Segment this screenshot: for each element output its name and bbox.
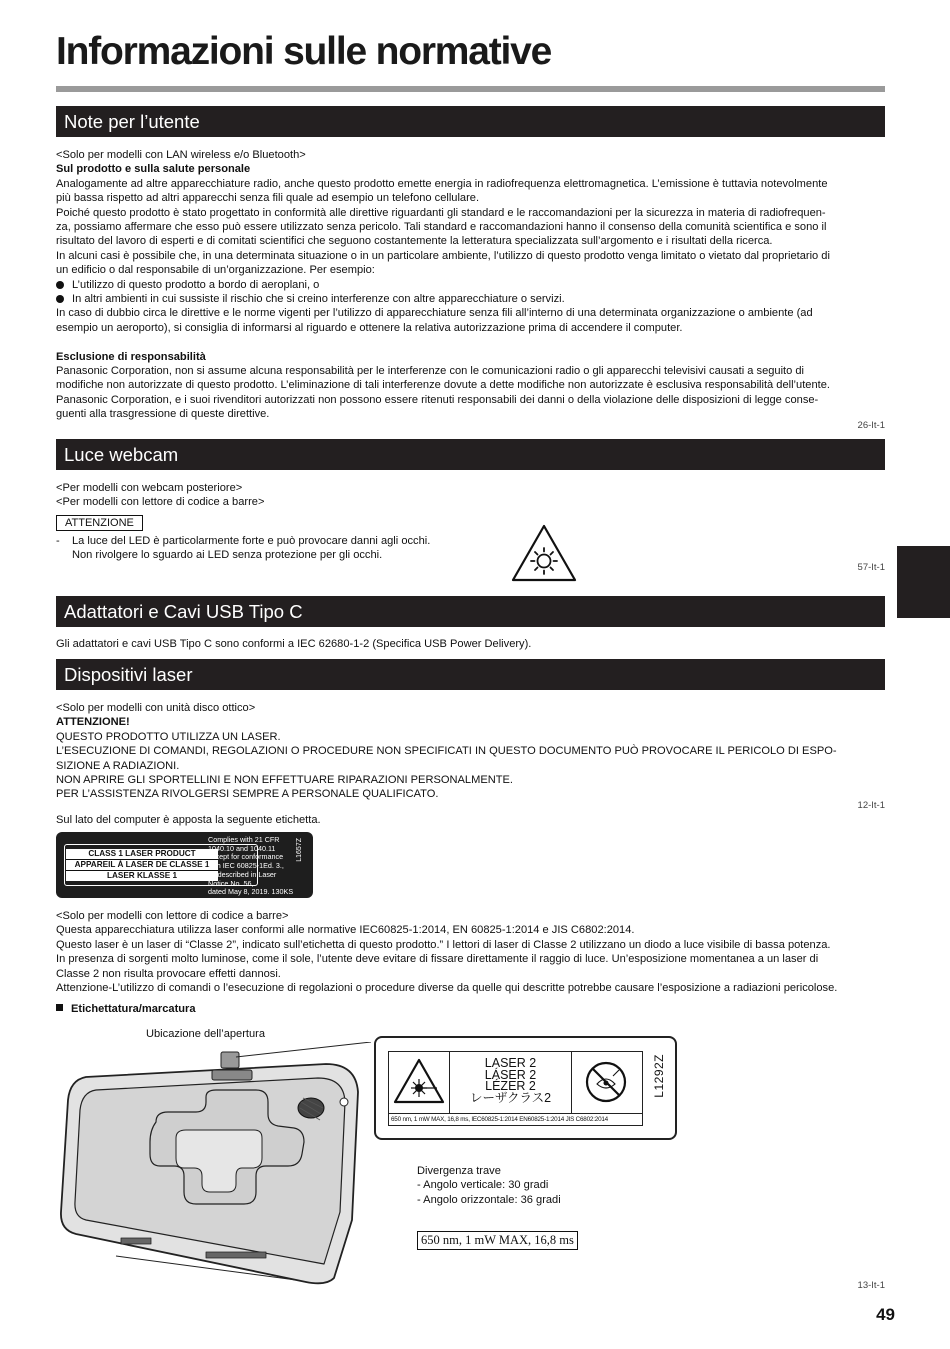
disclaimer-line: Panasonic Corporation, e i suoi rivenditori autorizzati non possono essere ritenuti responsabili dei danni o della violazione delle disposizioni di legge conse- — [56, 393, 819, 406]
note-line: più bassa rispetto ad altri apparecchi senza fili quale ad esempio un telefono cellulare. — [56, 192, 480, 205]
label-code: L1292Z — [652, 1054, 666, 1098]
marking-title: Etichettatura/marcatura — [71, 1003, 196, 1015]
compliance-line: 1040.10 and 1040.11 — [208, 843, 276, 853]
square-bullet-icon — [56, 1004, 63, 1011]
laser-line: <Solo per modelli con unità disco ottico> — [56, 702, 256, 714]
laser-line: NON APRIRE GLI SPORTELLINI E NON EFFETTUARE RIPARAZIONI PERSONALMENTE. — [56, 774, 513, 787]
label-line: LÁSER 2 — [484, 1067, 537, 1082]
note-line: za, possiamo affermare che esso può essere utilizzato senza pericolo. Tali standard e raccomandazioni hanno il consenso della comunità scientifica e sono il — [56, 221, 827, 234]
bullet-item — [56, 292, 886, 306]
caution-line: La luce del LED è particolarmente forte e può provocare danni agli occhi. — [72, 535, 431, 547]
label-line: LASER KLASSE 1 — [106, 871, 178, 880]
bullet-dot-icon — [56, 281, 64, 289]
laser-line: L’ESECUZIONE DI COMANDI, REGOLAZIONI O PROCEDURE NON SPECIFICATI IN QUESTO DOCUMENTO PUÒ PROVOCARE IL PERICOLO DI ESPO- — [56, 745, 837, 758]
laser-warning-title: ATTENZIONE! — [56, 716, 130, 729]
section-heading-webcam: Luce webcam — [56, 439, 885, 470]
compliance-line: with IEC 60825-1Ed. 3., — [208, 861, 284, 871]
no-stare-icon — [573, 1052, 642, 1113]
laser-warning-icon — [389, 1052, 449, 1113]
disclaimer-line: Panasonic Corporation, non si assume alcuna responsabilità per le interferenze con le comunicazioni radio o gli apparecchi televisivi causati a seguito di — [56, 365, 805, 378]
note-line: Poiché questo prodotto è stato progettato in conformità alle direttive riguardanti gli standard e le raccomandazioni per la sicurezza in materia di radiofrequen- — [56, 206, 826, 219]
caution-text — [56, 534, 476, 563]
caution-label: ATTENZIONE — [56, 515, 143, 531]
note-line: Analogamente ad altre apparecchiature radio, anche questo prodotto emette energia in radiofrequenza elettromagnetica. L’emissione è tuttavia notevolmente — [56, 177, 828, 190]
divergence-line: - Angolo orizzontale: 36 gradi — [417, 1193, 561, 1206]
note-line: un edificio o dal responsabile di un’organizzazione. Per esempio: — [56, 264, 375, 277]
section-body-laser — [56, 701, 886, 802]
barcode-line: Questa apparecchiatura utilizza laser conformi alle normative IEC60825-1:2014, EN 60825-1:2014 e JIS C6802:2014. — [56, 924, 635, 937]
disclaimer-line: modifiche non autorizzate di questo prodotto. L’eliminazione di tali interferenze dovute a dette modifiche non autorizzate è esclusiva responsabilità dell’utente. — [56, 379, 830, 392]
label-frame — [388, 1051, 643, 1126]
ref-code: 57-It-1 — [857, 562, 885, 573]
compliance-line: except for conformance — [208, 852, 284, 862]
compliance-line: as described in Laser — [208, 869, 277, 879]
title-rule — [56, 86, 885, 92]
label-intro: Sul lato del computer è apposta la seguente etichetta. — [56, 814, 321, 826]
usb-text: Gli adattatori e cavi USB Tipo C sono conformi a IEC 62680-1-2 (Specifica USB Power Delivery). — [56, 638, 532, 650]
barcode-line: <Solo per modelli con lettore di codice a barre> — [56, 910, 289, 922]
aperture-caption: Ubicazione dell’apertura — [146, 1028, 266, 1040]
bullet-text: In altri ambienti in cui sussiste il rischio che si creino interferenze con altre apparecchiature o servizi. — [72, 293, 565, 306]
disclaimer-title: Esclusione di responsabilità — [56, 350, 206, 363]
ref-code: 26-It-1 — [857, 420, 885, 431]
note-line: risultato del lavoro di esperti e di comitati scientifici che seguono costantemente la letteratura specializzata sull’argomento e i risultati della ricerca. — [56, 235, 773, 248]
label-class-box — [66, 849, 218, 881]
label-line: CLASS 1 LASER PRODUCT — [66, 849, 218, 860]
barcode-line: Classe 2 non risulta provocare effetti dannosi. — [56, 967, 281, 980]
section-heading-usb: Adattatori e Cavi USB Tipo C — [56, 596, 885, 627]
page-title: Informazioni sulle normative — [56, 30, 552, 73]
bullet-item — [56, 278, 886, 292]
label-compliance-text — [208, 836, 308, 897]
barcode-line: In presenza di sorgenti molto luminose, come il sole, l’utente deve evitare di fissare direttamente il raggio di luce. Un’esposizione momentanea a un laser di — [56, 953, 819, 966]
class1-laser-label — [56, 832, 313, 898]
label-line: LASER 2 — [484, 1056, 537, 1070]
section-body-webcam — [56, 481, 886, 510]
laser-line: QUESTO PRODOTTO UTILIZZA UN LASER. — [56, 730, 281, 743]
page-number: 49 — [876, 1305, 895, 1324]
barcode-line: Attenzione-L’utilizzo di comandi o l’esecuzione di regolazioni o procedure diverse da quelle qui descritte potrebbe causare l’esposizione a radiazioni pericolose. — [56, 982, 838, 995]
label-line: LÉZER 2 — [485, 1079, 536, 1093]
laser-line: PER L’ASSISTENZA RIVOLGERSI SEMPRE A PERSONALE QUALIFICATO. — [56, 788, 439, 801]
marking-title-row — [56, 1002, 886, 1016]
label-line: レーザクラス2 — [469, 1090, 552, 1105]
bullet-dot-icon — [56, 295, 64, 303]
barcode-line: Questo laser è un laser di “Classe 2”, indicato sull’etichetta di questo prodotto.” I lettori di laser di Classe 2 utilizzano un diodo a luce visibile di bassa potenza. — [56, 938, 831, 951]
compliance-line: Notice No. 56, — [208, 878, 254, 888]
section-body-barcode — [56, 909, 886, 995]
bullet-text: L’utilizzo di questo prodotto a bordo di aeroplani, o — [72, 278, 320, 291]
label-code: L1657Z — [296, 838, 303, 862]
laser-spec-box: 650 nm, 1 mW MAX, 16,8 ms — [417, 1231, 578, 1250]
disclaimer-line: guenti alla trasgressione di queste direttive. — [56, 408, 270, 421]
divergence-line: - Angolo verticale: 30 gradi — [417, 1179, 549, 1192]
label-class-cell — [450, 1052, 572, 1113]
caution-line: Non rivolgere lo sguardo ai LED senza protezione per gli occhi. — [72, 549, 383, 562]
compliance-line: Complies with 21 CFR — [208, 835, 280, 844]
section-heading-note: Note per l’utente — [56, 106, 885, 137]
section-body-note — [56, 148, 886, 422]
note-line: esempio un aeroporto), si consiglia di informarsi al riguardo e ottenere la relativa autorizzazione prima di accendere il computer. — [56, 321, 683, 334]
note-line: <Solo per modelli con LAN wireless e/o Bluetooth> — [56, 149, 306, 161]
webcam-line: <Per modelli con webcam posteriore> — [56, 482, 243, 494]
webcam-line: <Per modelli con lettore di codice a barre> — [56, 496, 265, 509]
ref-code: 13-It-1 — [857, 1280, 885, 1291]
label-spec-row: 650 nm, 1 mW MAX, 16,8 ms, IEC60825-1:2014 EN60825-1:2014 JIS C6802:2014 — [389, 1113, 642, 1125]
label-line: APPAREIL À LASER DE CLASSE 1 — [66, 860, 218, 871]
class2-laser-label — [374, 1036, 677, 1140]
note-line: In alcuni casi è possibile che, in una determinata situazione o in un particolare ambiente, l’utilizzo di questo prodotto venga limitato o vietato dal proprietario di — [56, 249, 830, 262]
compliance-line: dated May 8, 2019. 130KS — [208, 887, 294, 897]
ref-code: 12-It-1 — [857, 800, 885, 811]
section-heading-laser: Dispositivi laser — [56, 659, 885, 690]
note-subtitle: Sul prodotto e sulla salute personale — [56, 163, 251, 176]
divergence-block — [417, 1164, 717, 1207]
divergence-line: Divergenza trave — [417, 1165, 501, 1177]
device-back-illustration — [56, 1042, 376, 1287]
led-warning-icon — [510, 523, 578, 583]
label-warning-cell — [389, 1052, 450, 1113]
side-tab-marker — [897, 546, 950, 618]
note-line: In caso di dubbio circa le direttive e le norme vigenti per l’utilizzo di apparecchiature senza fili all’interno di una determinata organizzazione o ambiente (ad — [56, 307, 813, 320]
label-prohibition-cell — [573, 1052, 642, 1113]
laser-line: SIZIONE A RADIAZIONI. — [56, 759, 180, 772]
caution-dash: - — [56, 535, 60, 547]
